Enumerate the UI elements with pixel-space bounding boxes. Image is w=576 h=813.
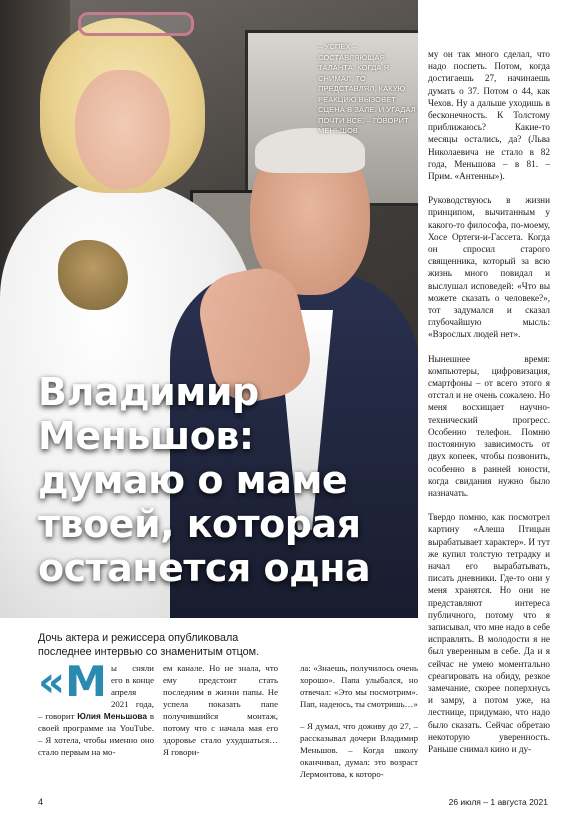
lead-paragraph: Дочь актера и режиссера опубликовала последнее интервью со знаменитым отцом.: [38, 632, 260, 658]
paragraph: Руководствуюсь в жизни принципом, вычитанным у какого-то философа, по-моему, Хосе Ортеги-и-Гассета. Когда он спросил старого священника, который за всю жизнь много повидал и выслушал исповедей: «Что вы можете сказать о человеке?», тот задумался и сказал глубочайшую мысль: «Взрослых людей нет».: [428, 195, 550, 340]
page-number: 4: [38, 797, 44, 807]
photo-glasses: [78, 12, 194, 36]
photo-woman-face: [75, 70, 170, 190]
paragraph: ла: «Знаешь, получилось очень хорошо». Папа улыбался, но отвечал: «Это мы посмотрим». Пап, надеюсь, ты смотришь…»: [300, 663, 418, 709]
paragraph: ем канале. Но не знала, что ему предстоит стать последним в жизни папы. Не успела показать папе получившийся монтаж, потому что с начала мая его здоровье стало ухудшаться… Я говори-: [163, 663, 278, 757]
headline-line: Меньшов:: [38, 414, 254, 458]
photo-caption: – УСПЕХ – СОСТАВЛЯЮЩАЯ ТАЛАНТА. КОГДА Я СНИМАЛ, ТО ПРЕДСТАВЛЯЛ, КАКУЮ РЕАКЦИЮ ВЫЗОВЕТ СЦЕНА В ЗАЛЕ. И УГАДАЛ ПОЧТИ ВСЕ, – ГОВОРИТ МЕНЬШОВ.: [318, 42, 416, 135]
article-right-column: [428, 48, 550, 767]
paragraph: му он так много сделал, что надо поспеть. Потом, когда достигаешь 27, начинаешь думать о 37. Потом о 44, как Чехов. Ну а дальше уходишь в бесконечность. К Толстому приближаюсь? Какие-то месяцы остались, да? (Льва Николаевича не стало в 82 года, Меньшова – в 81. – Прим. «Антенны»).: [428, 49, 550, 182]
article-column-3: [300, 662, 418, 790]
headline-line: останется одна: [38, 546, 371, 590]
article-column-1: [38, 657, 155, 768]
drop-cap: «М: [38, 657, 107, 706]
text: ы сняли его в конце апреля 2021 года, – говорит: [38, 663, 154, 721]
paragraph: Нынешнее время: компьютеры, цифровизация, смартфоны – от всего этого я отстал и не очень сожалею. Но меня восхищает научно-технический прогресс. Особенно телефон. Помню постоянную зависимость от двух копеек, чтобы позвонить, особенно в ранней юности, когда свидания нужно было назначать.: [428, 353, 550, 498]
headline-line: Владимир: [38, 370, 259, 414]
paragraph: – Я думал, что доживу до 27, – рассказывал дочери Владимир Меньшов. – Когда школу оканчивал, думал: это возраст Лермонтова, к которо-: [300, 721, 418, 779]
headline-line: думаю о маме: [38, 458, 348, 502]
headline: [38, 370, 408, 590]
text: в своей программе на YouTube. – Я хотела, чтобы именно оно стало первым на мо-: [38, 711, 155, 757]
issue-date: 26 июля – 1 августа 2021: [448, 797, 548, 807]
person-name: Юлия Меньшова: [77, 711, 148, 721]
paragraph: [38, 657, 155, 758]
paragraph: Твердо помню, как посмотрел картину «Алеша Птицын вырабатывает характер». И тут же купил толстую тетрадку и начал его вырабатывать, писать дневники. Где-то они у меня хранятся. Но они не представляют интереса публичного, потому что я записывал, что мне надо в себе исправлять. В молодости я не был уверенным в себе. Да и я сейчас не умею моментально среагировать на обиду, резкое замечание, скорее поперхнусь и замру, а потом уже, на лестнице, придумаю, что надо было сказать. Сейчас обретаю некоторую уверенность. Раньше снимал кино и ду-: [428, 512, 550, 754]
headline-line: твоей, которая: [38, 502, 361, 546]
article-column-2: [163, 662, 278, 768]
